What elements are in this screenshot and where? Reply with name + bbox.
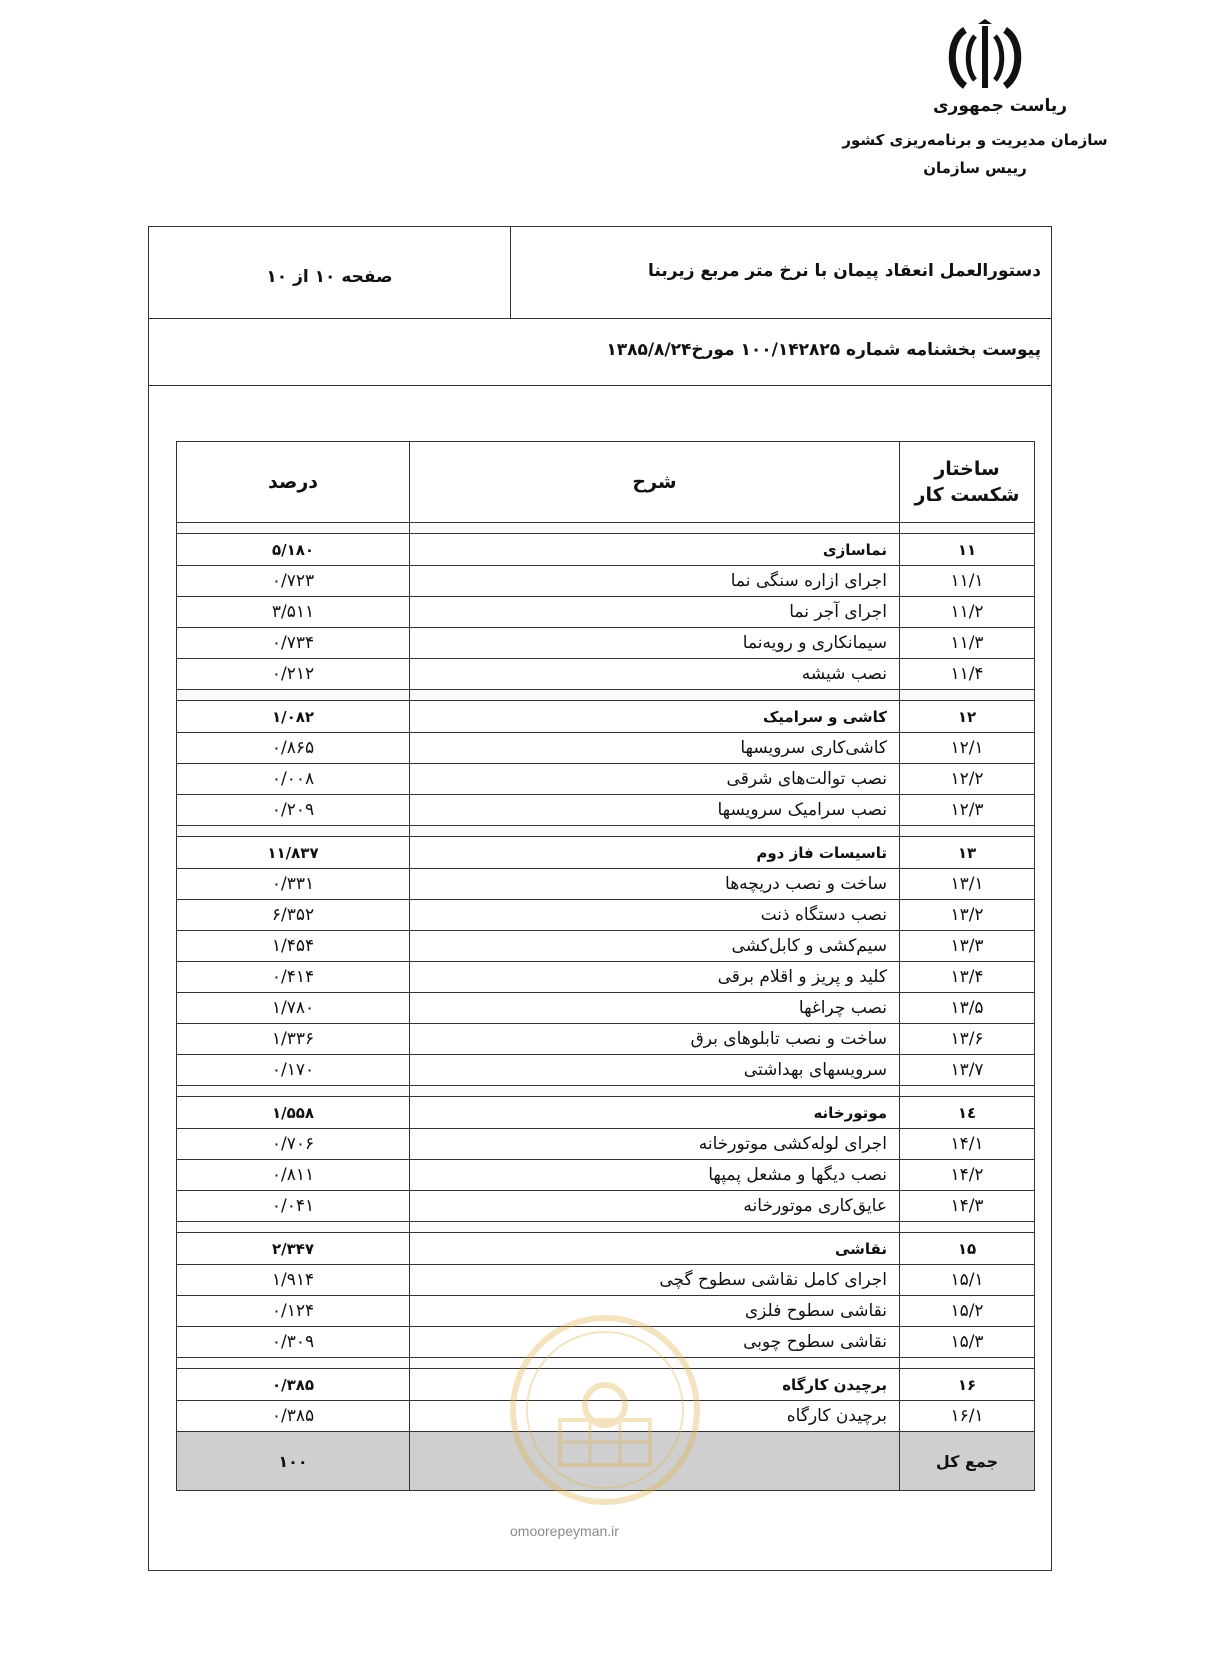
item-desc: نصب دستگاه ذنت <box>410 900 900 931</box>
table-row <box>177 1024 1035 1055</box>
item-pct: ۱/۷۸۰ <box>177 993 410 1024</box>
item-code: ۱۳/۷ <box>900 1055 1035 1086</box>
group-code: ۱۲ <box>900 701 1035 733</box>
separator-cell <box>177 826 410 837</box>
group-separator <box>177 1222 1035 1233</box>
item-pct: ۰/۷۰۶ <box>177 1129 410 1160</box>
separator-cell <box>900 1222 1035 1233</box>
group-row <box>177 1233 1035 1265</box>
item-code: ۱۵/۳ <box>900 1327 1035 1358</box>
item-code: ۱۳/۶ <box>900 1024 1035 1055</box>
item-code: ۱۳/۴ <box>900 962 1035 993</box>
group-pct: ۲/۳۴۷ <box>177 1233 410 1265</box>
table-header-row <box>177 442 1035 523</box>
item-code: ۱۱/۴ <box>900 659 1035 690</box>
item-desc: کلید و پریز و اقلام برقی <box>410 962 900 993</box>
item-desc: سیمانکاری و رویه‌نما <box>410 628 900 659</box>
table-row <box>177 931 1035 962</box>
group-code: ۱۶ <box>900 1369 1035 1401</box>
annex-line: پیوست بخشنامه شماره ۱۰۰/۱۴۲۸۲۵ مورخ۱۳۸۵/۸/۲۴ <box>149 318 1051 386</box>
separator-cell <box>177 690 410 701</box>
separator-cell <box>177 523 410 534</box>
item-pct: ۰/۳۰۹ <box>177 1327 410 1358</box>
item-code: ۱۱/۱ <box>900 566 1035 597</box>
group-pct: ۵/۱۸۰ <box>177 534 410 566</box>
item-desc: نصب توالت‌های شرقی <box>410 764 900 795</box>
total-pct: ۱۰۰ <box>177 1432 410 1491</box>
item-pct: ۰/۰۰۸ <box>177 764 410 795</box>
table-row <box>177 733 1035 764</box>
group-separator <box>177 1086 1035 1097</box>
item-desc: نقاشی سطوح فلزی <box>410 1296 900 1327</box>
item-code: ۱۱/۲ <box>900 597 1035 628</box>
group-separator <box>177 826 1035 837</box>
iran-emblem-icon <box>940 18 1030 98</box>
group-row <box>177 701 1035 733</box>
item-desc: اجرای ازاره سنگی نما <box>410 566 900 597</box>
group-title: نقاشی <box>410 1233 900 1265</box>
item-desc: نصب سرامیک سرویسها <box>410 795 900 826</box>
total-label: جمع کل <box>900 1432 1035 1491</box>
table-row <box>177 597 1035 628</box>
item-desc: نصب دیگها و مشعل پمپها <box>410 1160 900 1191</box>
group-code: ۱۱ <box>900 534 1035 566</box>
item-code: ۱۴/۱ <box>900 1129 1035 1160</box>
group-pct: ۱/۰۸۲ <box>177 701 410 733</box>
table-row <box>177 1191 1035 1222</box>
item-pct: ۰/۸۱۱ <box>177 1160 410 1191</box>
item-code: ۱۳/۳ <box>900 931 1035 962</box>
separator-cell <box>900 826 1035 837</box>
item-pct: ۰/۲۱۲ <box>177 659 410 690</box>
item-desc: اجرای آجر نما <box>410 597 900 628</box>
table-row <box>177 962 1035 993</box>
item-pct: ۰/۳۳۱ <box>177 869 410 900</box>
item-desc: سیم‌کشی و کابل‌کشی <box>410 931 900 962</box>
item-pct: ۳/۵۱۱ <box>177 597 410 628</box>
item-pct: ۰/۷۳۴ <box>177 628 410 659</box>
group-title: موتورخانه <box>410 1097 900 1129</box>
table-row <box>177 993 1035 1024</box>
item-code: ۱۵/۱ <box>900 1265 1035 1296</box>
col-header-code: ساختار شکست کار <box>900 442 1035 523</box>
table-row <box>177 1265 1035 1296</box>
item-code: ۱۲/۲ <box>900 764 1035 795</box>
separator-cell <box>410 1086 900 1097</box>
separator-cell <box>410 690 900 701</box>
item-pct: ۱/۴۵۴ <box>177 931 410 962</box>
item-pct: ۶/۳۵۲ <box>177 900 410 931</box>
watermark-logo-icon <box>505 1310 705 1510</box>
item-pct: ۰/۳۸۵ <box>177 1401 410 1432</box>
item-desc: ساخت و نصب تابلوهای برق <box>410 1024 900 1055</box>
separator-cell <box>410 826 900 837</box>
group-pct: ۰/۳۸۵ <box>177 1369 410 1401</box>
item-pct: ۰/۸۶۵ <box>177 733 410 764</box>
item-desc: اجرای لوله‌کشی موتورخانه <box>410 1129 900 1160</box>
item-pct: ۰/۷۲۳ <box>177 566 410 597</box>
watermark-text: omoorepeyman.ir <box>510 1523 619 1539</box>
separator-cell <box>900 523 1035 534</box>
item-pct: ۰/۱۷۰ <box>177 1055 410 1086</box>
group-code: ۱۵ <box>900 1233 1035 1265</box>
item-desc: اجرای کامل نقاشی سطوح گچی <box>410 1265 900 1296</box>
group-row <box>177 534 1035 566</box>
item-desc: نصب شیشه <box>410 659 900 690</box>
item-pct: ۰/۰۴۱ <box>177 1191 410 1222</box>
separator-cell <box>177 1086 410 1097</box>
item-code: ۱۳/۱ <box>900 869 1035 900</box>
item-code: ۱۱/۳ <box>900 628 1035 659</box>
separator-cell <box>900 690 1035 701</box>
group-row <box>177 837 1035 869</box>
item-code: ۱۵/۲ <box>900 1296 1035 1327</box>
item-code: ۱۴/۲ <box>900 1160 1035 1191</box>
group-row <box>177 1097 1035 1129</box>
item-code: ۱۲/۱ <box>900 733 1035 764</box>
item-code: ۱۳/۵ <box>900 993 1035 1024</box>
separator-cell <box>900 1358 1035 1369</box>
item-desc: نصب چراغها <box>410 993 900 1024</box>
group-title: برچیدن کارگاه <box>410 1369 900 1401</box>
item-desc: برچیدن کارگاه <box>410 1401 900 1432</box>
col-header-desc: شرح <box>410 442 900 523</box>
item-code: ۱۴/۳ <box>900 1191 1035 1222</box>
table-row <box>177 1129 1035 1160</box>
table-row <box>177 764 1035 795</box>
group-separator <box>177 523 1035 534</box>
item-desc: سرویسهای بهداشتی <box>410 1055 900 1086</box>
table-row <box>177 1055 1035 1086</box>
item-pct: ۰/۲۰۹ <box>177 795 410 826</box>
page-number: صفحه ۱۰ از ۱۰ <box>266 267 393 287</box>
emblem-title: ریاست جمهوری <box>932 96 1068 116</box>
item-desc: نقاشی سطوح چوبی <box>410 1327 900 1358</box>
table-row <box>177 566 1035 597</box>
header-row <box>149 227 1051 319</box>
group-code: ۱۳ <box>900 837 1035 869</box>
separator-cell <box>177 1358 410 1369</box>
org-role: رییس سازمان <box>923 159 1027 177</box>
separator-cell <box>900 1086 1035 1097</box>
table-row <box>177 628 1035 659</box>
group-pct: ۱۱/۸۳۷ <box>177 837 410 869</box>
item-desc: ساخت و نصب دریچه‌ها <box>410 869 900 900</box>
org-lines <box>835 126 1115 182</box>
group-separator <box>177 690 1035 701</box>
group-pct: ۱/۵۵۸ <box>177 1097 410 1129</box>
item-code: ۱۳/۲ <box>900 900 1035 931</box>
item-pct: ۱/۳۳۶ <box>177 1024 410 1055</box>
item-desc: عایق‌کاری موتورخانه <box>410 1191 900 1222</box>
table-row <box>177 795 1035 826</box>
table-row <box>177 900 1035 931</box>
item-desc: کاشی‌کاری سرویسها <box>410 733 900 764</box>
item-code: ۱۶/۱ <box>900 1401 1035 1432</box>
group-title: کاشی و سرامیک <box>410 701 900 733</box>
separator-cell <box>410 523 900 534</box>
org-name: سازمان مدیریت و برنامه‌ریزی کشور <box>842 131 1108 149</box>
table-row <box>177 1160 1035 1191</box>
item-pct: ۰/۱۲۴ <box>177 1296 410 1327</box>
group-title: تاسیسات فاز دوم <box>410 837 900 869</box>
item-pct: ۱/۹۱۴ <box>177 1265 410 1296</box>
item-code: ۱۲/۳ <box>900 795 1035 826</box>
item-pct: ۰/۴۱۴ <box>177 962 410 993</box>
emblem-block <box>860 18 1110 116</box>
separator-cell <box>410 1222 900 1233</box>
group-title: نماسازی <box>410 534 900 566</box>
group-code: ۱٤ <box>900 1097 1035 1129</box>
col-header-pct: درصد <box>177 442 410 523</box>
table-row <box>177 659 1035 690</box>
table-row <box>177 869 1035 900</box>
doc-title: دستورالعمل انعقاد پیمان با نرخ متر مربع زیربنا <box>510 227 1051 318</box>
separator-cell <box>177 1222 410 1233</box>
